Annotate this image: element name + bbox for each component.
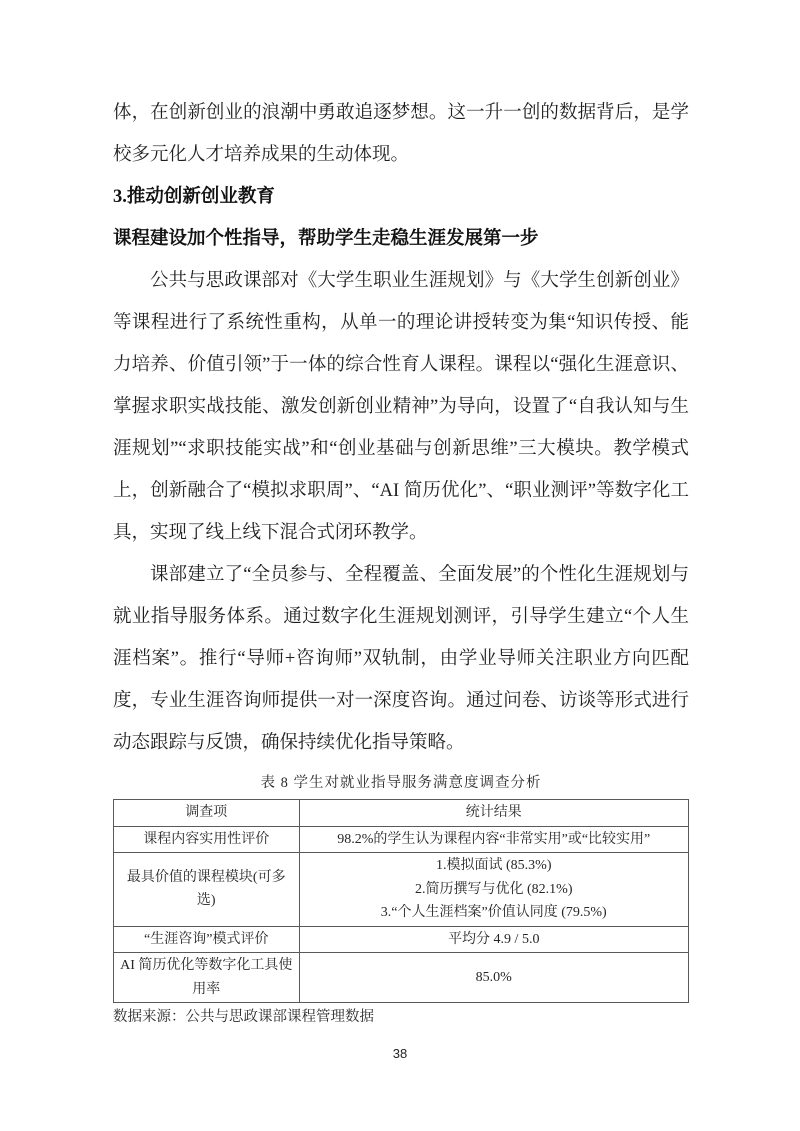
result-line: 2.简历撰写与优化 (82.1%)	[415, 881, 573, 897]
survey-item-cell: “生涯咨询”模式评价	[114, 926, 300, 953]
statistic-result-cell	[299, 853, 688, 927]
satisfaction-survey-table	[113, 799, 689, 1003]
data-source-note: 数据来源：公共与思政课部课程管理数据	[113, 1009, 374, 1025]
section-subheading: 课程建设加个性指导，帮助学生走稳生涯发展第一步	[113, 229, 539, 249]
result-line: 平均分 4.9 / 5.0	[448, 931, 540, 947]
paragraph-course-rebuild: 公共与思政课部对《大学生职业生涯规划》与《大学生创新创业》等课程进行了系统性重构，从单一的理论讲授转变为集“知识传授、能力培养、价值引领”于一体的综合性育人课程。课程以“强化生涯意识、掌握求职实战技能、激发创新创业精神”为导向，设置了“自我认知与生涯规划”“求职技能实战”和“创业基础与创新思维”三大模块。教学模式上，创新融合了“模拟求职周”、“AI 简历优化”、“职业测评”等数字化工具，实现了线上线下混合式闭环教学。	[113, 271, 689, 543]
statistic-result-cell	[299, 826, 688, 853]
result-line: 85.0%	[475, 969, 512, 985]
page-number: 38	[392, 1046, 408, 1061]
section-heading: 3.推动创新创业教育	[113, 187, 275, 207]
survey-item-cell: 课程内容实用性评价	[114, 826, 300, 853]
table-header-row	[114, 800, 689, 827]
statistic-result-cell	[299, 926, 688, 953]
result-line: 1.模拟面试 (85.3%)	[436, 858, 552, 873]
survey-item-cell: 最具价值的课程模块(可多选)	[114, 853, 300, 927]
table-row	[114, 826, 689, 853]
survey-item-cell: AI 简历优化等数字化工具使用率	[114, 953, 300, 1003]
statistic-result-cell	[299, 953, 688, 1003]
paragraph-continuation: 体，在创新创业的浪潮中勇敢追逐梦想。这一升一创的数据背后，是学校多元化人才培养成果的生动体现。	[113, 103, 689, 165]
result-line: 98.2%的学生认为课程内容“非常实用”或“比较实用”	[337, 831, 651, 847]
table-header-survey-item: 调查项	[114, 800, 300, 827]
table-row	[114, 953, 689, 1003]
table-row	[114, 926, 689, 953]
paragraph-service-system: 课部建立了“全员参与、全程覆盖、全面发展”的个性化生涯规划与就业指导服务体系。通过数字化生涯规划测评，引导学生建立“个人生涯档案”。推行“导师+咨询师”双轨制，由学业导师关注职业方向匹配度，专业生涯咨询师提供一对一深度咨询。通过问卷、访谈等形式进行动态跟踪与反馈，确保持续优化指导策略。	[113, 565, 689, 753]
table-caption: 表 8 学生对就业指导服务满意度调查分析	[260, 775, 542, 791]
table-header-statistic-result: 统计结果	[299, 800, 688, 827]
table-row	[114, 853, 689, 927]
result-line: 3.“个人生涯档案”价值认同度 (79.5%)	[380, 905, 607, 920]
